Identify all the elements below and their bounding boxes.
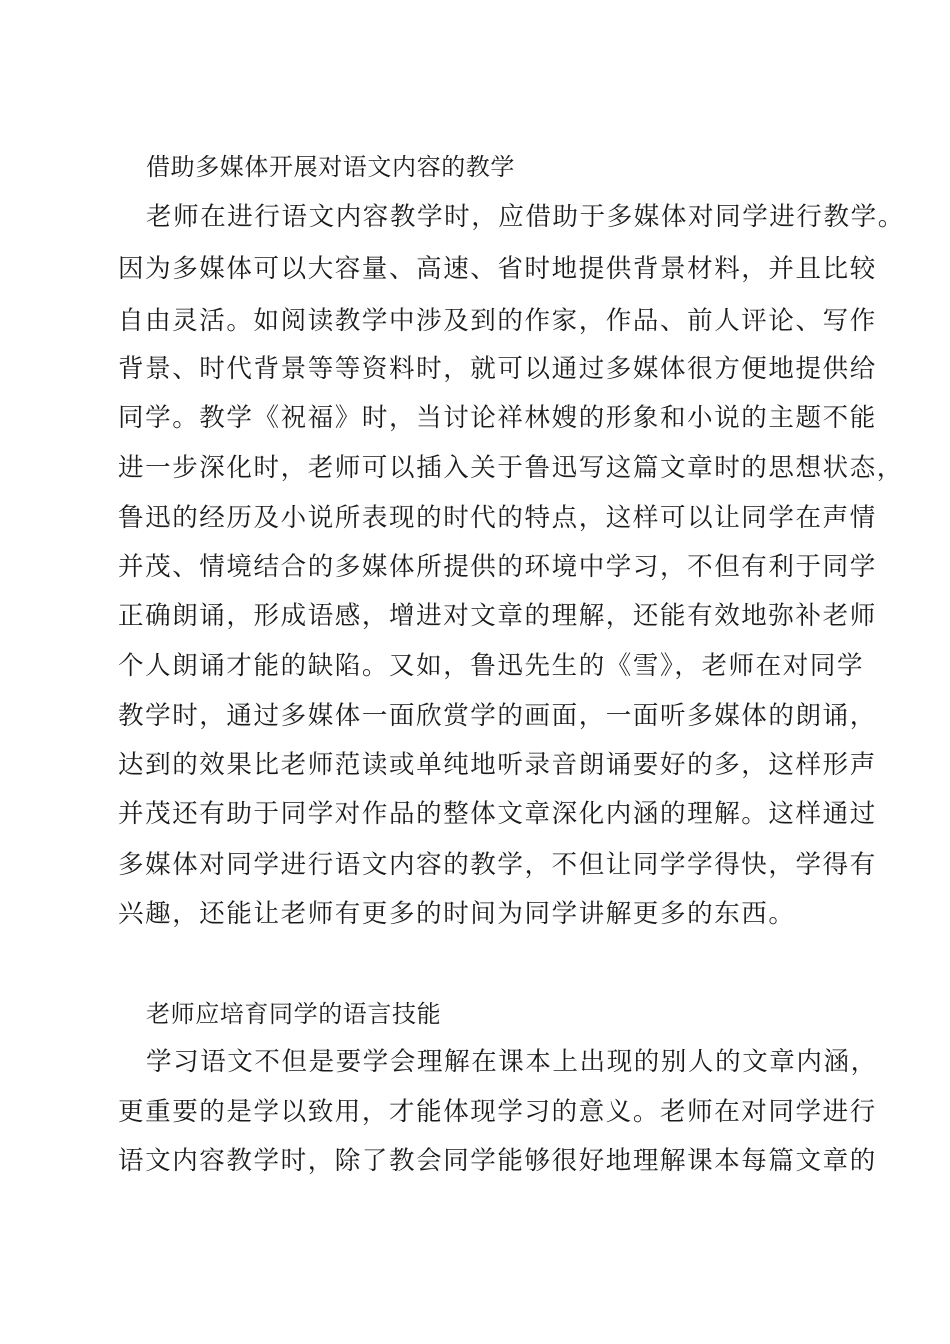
- paragraph-line: 个人朗诵才能的缺陷。又如，鲁迅先生的《雪》，老师在对同学: [118, 651, 865, 681]
- paragraph-line: 鲁迅的经历及小说所表现的时代的特点，这样可以让同学在声情: [118, 503, 877, 533]
- paragraph-line: 正确朗诵，形成语感，增进对文章的理解，还能有效地弥补老师: [118, 601, 877, 631]
- paragraph-line: 教学时，通过多媒体一面欣赏学的画面，一面听多媒体的朗诵，: [118, 701, 877, 731]
- section-heading-multimedia: 借助多媒体开展对语文内容的教学: [146, 153, 515, 181]
- paragraph-line: 背景、时代背景等等资料时，就可以通过多媒体很方便地提供给: [118, 354, 877, 384]
- paragraph-line: 达到的效果比老师范读或单纯地听录音朗诵要好的多，这样形声: [118, 750, 877, 780]
- section-heading-language-skills: 老师应培育同学的语言技能: [146, 1000, 442, 1028]
- paragraph-line: 因为多媒体可以大容量、高速、省时地提供背景材料，并且比较: [118, 254, 877, 284]
- paragraph-line: 多媒体对同学进行语文内容的教学，不但让同学学得快，学得有: [118, 850, 877, 880]
- paragraph-line: 并茂、情境结合的多媒体所提供的环境中学习，不但有利于同学: [118, 552, 877, 582]
- paragraph-line: 并茂还有助于同学对作品的整体文章深化内涵的理解。这样通过: [118, 799, 877, 829]
- paragraph-line: 兴趣，还能让老师有更多的时间为同学讲解更多的东西。: [118, 899, 796, 929]
- paragraph-line: 更重要的是学以致用，才能体现学习的意义。老师在对同学进行: [118, 1097, 877, 1127]
- paragraph-line: 学习语文不但是要学会理解在课本上出现的别人的文章内涵，: [146, 1047, 878, 1077]
- paragraph-line: 语文内容教学时，除了教会同学能够很好地理解课本每篇文章的: [118, 1146, 877, 1176]
- paragraph-line: 自由灵活。如阅读教学中涉及到的作家，作品、前人评论、写作: [118, 306, 877, 336]
- paragraph-line: 老师在进行语文内容教学时，应借助于多媒体对同学进行教学。: [146, 202, 905, 232]
- paragraph-line: 同学。教学《祝福》时，当讨论祥林嫂的形象和小说的主题不能: [118, 403, 877, 433]
- paragraph-line: 进一步深化时，老师可以插入关于鲁迅写这篇文章时的思想状态，: [118, 453, 904, 483]
